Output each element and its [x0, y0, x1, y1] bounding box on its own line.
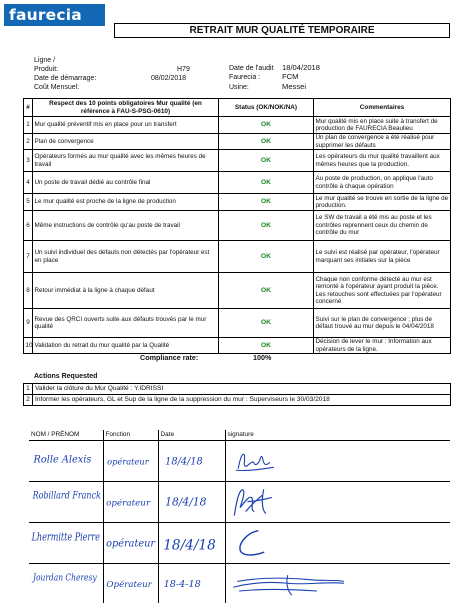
mandatory-points-table	[23, 98, 451, 354]
handwritten-function-text: opérateur	[105, 497, 150, 508]
company-logo: faurecia	[4, 4, 105, 26]
row-status: OK	[219, 338, 314, 354]
faurecia-value: FCM	[282, 72, 299, 81]
handwritten-date-text: 18-4-18	[163, 578, 201, 590]
col-header-num: #	[24, 99, 33, 117]
action-text: Informer les opérateurs, GL et Sup de la ligne de la suppression du mur : Superviseurs le 30/03/2018	[33, 395, 451, 406]
row-num: 5	[24, 194, 33, 211]
row-status: OK	[219, 273, 314, 309]
handwritten-function	[103, 481, 158, 522]
row-comment: Au poste de production, on applique l'auto contrôle à chaque opération	[314, 172, 451, 194]
handwritten-date-text: 18/4/18	[162, 536, 216, 553]
row-comment: Le suivi est réalisé par opérateur, l'opérateur marquant ses initiales sur la pièce	[314, 241, 451, 273]
row-comment: Mur qualité mis en place suite à transfert de production de FAURECIA Beaulieu	[314, 117, 451, 134]
row-num: 1	[24, 117, 33, 134]
handwritten-date-text: 18/4/18	[164, 494, 206, 508]
row-num: 8	[24, 273, 33, 309]
handwritten-function-text: opérateur	[106, 455, 149, 466]
handwritten-name	[29, 440, 103, 481]
sig-header-name: NOM / PRÉNOM	[29, 430, 103, 440]
line-label: Ligne /	[34, 57, 56, 64]
table-row	[24, 211, 451, 241]
compliance-value: 100%	[253, 353, 272, 362]
audit-date-label: Date de l'audit	[229, 65, 274, 72]
row-num: 7	[24, 241, 33, 273]
document-title: RETRAIT MUR QUALITÉ TEMPORAIRE	[114, 23, 450, 38]
row-comment: Le mur qualité se trouve en sortie de la ligne de production.	[314, 194, 451, 211]
row-num: 3	[24, 150, 33, 172]
handwritten-function-text: opérateur	[105, 537, 155, 549]
row-status: OK	[219, 309, 314, 338]
signature-table	[29, 430, 450, 603]
manager-label: Coût Mensuel:	[34, 84, 80, 91]
row-point: Revue des QRCI ouverts suite aux défauts trouvés par le mur qualité	[33, 309, 219, 338]
handwritten-name	[29, 522, 103, 563]
compliance-label: Compliance rate:	[140, 353, 199, 362]
row-status: OK	[219, 211, 314, 241]
action-row	[24, 395, 451, 406]
product-label: Produit:	[34, 66, 59, 73]
faurecia-label: Faurecia :	[229, 74, 261, 81]
row-status: OK	[219, 194, 314, 211]
handwritten-signature	[225, 522, 450, 563]
handwritten-name-text: Lhermitte Pierre	[30, 530, 100, 544]
row-point: Même instructions de contrôle qu'au poste de travail	[33, 211, 219, 241]
row-num: 9	[24, 309, 33, 338]
handwritten-function	[103, 522, 158, 563]
handwritten-date	[158, 440, 225, 481]
row-num: 2	[24, 134, 33, 150]
handwritten-date-text: 18/4/18	[164, 455, 203, 467]
row-num: 4	[24, 172, 33, 194]
actions-title: Actions Requested	[34, 373, 98, 380]
row-num: 6	[24, 211, 33, 241]
table-row	[24, 241, 451, 273]
row-point: Le mur qualité est proche de la ligne de production	[33, 194, 219, 211]
table-row	[24, 338, 451, 354]
handwritten-date	[158, 481, 225, 522]
col-header-point: Respect des 10 points obligatoires Mur qualité (en référence à FAU-S-PSG-0610)	[33, 99, 219, 117]
signature-row	[29, 563, 450, 603]
row-point: Opérateurs formés au mur qualité avec les mêmes heures de travail	[33, 150, 219, 172]
row-comment: Suivi sur le plan de convergence ; plus de défaut trouvé au mur depuis le 04/04/2018	[314, 309, 451, 338]
handwritten-signature	[225, 563, 450, 603]
action-num: 2	[24, 395, 33, 406]
action-row	[24, 384, 451, 395]
row-status: OK	[219, 134, 314, 150]
table-row	[24, 134, 451, 150]
sig-header-signature: signature	[225, 430, 450, 440]
row-comment: Les opérateurs du mur qualité travaillent aux mêmes heures que la production.	[314, 150, 451, 172]
handwritten-signature	[225, 481, 450, 522]
table-row	[24, 273, 451, 309]
table-row	[24, 150, 451, 172]
col-header-status: Status (OK/NOK/NA)	[219, 99, 314, 117]
signature-row	[29, 522, 450, 563]
handwritten-signature	[225, 440, 450, 481]
row-comment: Décision de lever le mur : Information aux opérateurs de la ligne.	[314, 338, 451, 354]
row-point: Un poste de travail dédié au contrôle final	[33, 172, 219, 194]
signature-row	[29, 440, 450, 481]
row-point: Plan de convergence	[33, 134, 219, 150]
table-row	[24, 194, 451, 211]
start-date-label: Date de démarrage:	[34, 75, 97, 82]
plant-value: Messei	[282, 82, 307, 91]
sig-header-date: Date	[158, 430, 225, 440]
handwritten-name	[29, 481, 103, 522]
row-comment: Un plan de convergence a été réalisé pour supprimer les défauts	[314, 134, 451, 150]
col-header-comments: Commentaires	[314, 99, 451, 117]
signature-row	[29, 481, 450, 522]
handwritten-function	[103, 440, 158, 481]
action-num: 1	[24, 384, 33, 395]
start-date-value: 08/02/2018	[151, 75, 187, 82]
row-num: 10	[24, 338, 33, 354]
row-point: Mur qualité préventif mis en place pour un transfert	[33, 117, 219, 134]
plant-label: Usine:	[229, 84, 249, 91]
table-row	[24, 172, 451, 194]
handwritten-name	[29, 563, 103, 603]
row-status: OK	[219, 117, 314, 134]
row-point: Validation du retrait du mur qualité par la Qualité	[33, 338, 219, 354]
handwritten-name-text: Rolle Alexis	[33, 453, 92, 465]
row-status: OK	[219, 172, 314, 194]
handwritten-date	[158, 563, 225, 603]
actions-table	[23, 383, 451, 406]
table-row	[24, 309, 451, 338]
product-value: H79	[177, 66, 190, 73]
row-comment: Le SW de travail a été mis au poste et les contrôles reprennent ceux du chemin de contrôle du mur	[314, 211, 451, 241]
handwritten-function	[103, 563, 158, 603]
handwritten-name-text: Jourdan Cheresy	[31, 571, 98, 583]
row-point: Retour immédiat à la ligne à chaque défaut	[33, 273, 219, 309]
row-point: Un suivi individuel des défauts non détectés par l'opérateur est en place	[33, 241, 219, 273]
action-text: Valider la clôture du Mur Qualité : Y.IDRISSI	[33, 384, 451, 395]
table-row	[24, 117, 451, 134]
row-status: OK	[219, 241, 314, 273]
row-comment: Chaque non conforme détecté au mur est remonté à l'opérateur ayant produit la pièce. Les retouches sont effectuées par l'opérateur concerné	[314, 273, 451, 309]
sig-header-function: Fonction	[103, 430, 158, 440]
row-status: OK	[219, 150, 314, 172]
handwritten-date	[158, 522, 225, 563]
audit-date-value: 18/04/2018	[282, 63, 321, 72]
handwritten-name-text: Robillard Franck	[31, 490, 101, 502]
handwritten-function-text: Opérateur	[105, 579, 152, 590]
